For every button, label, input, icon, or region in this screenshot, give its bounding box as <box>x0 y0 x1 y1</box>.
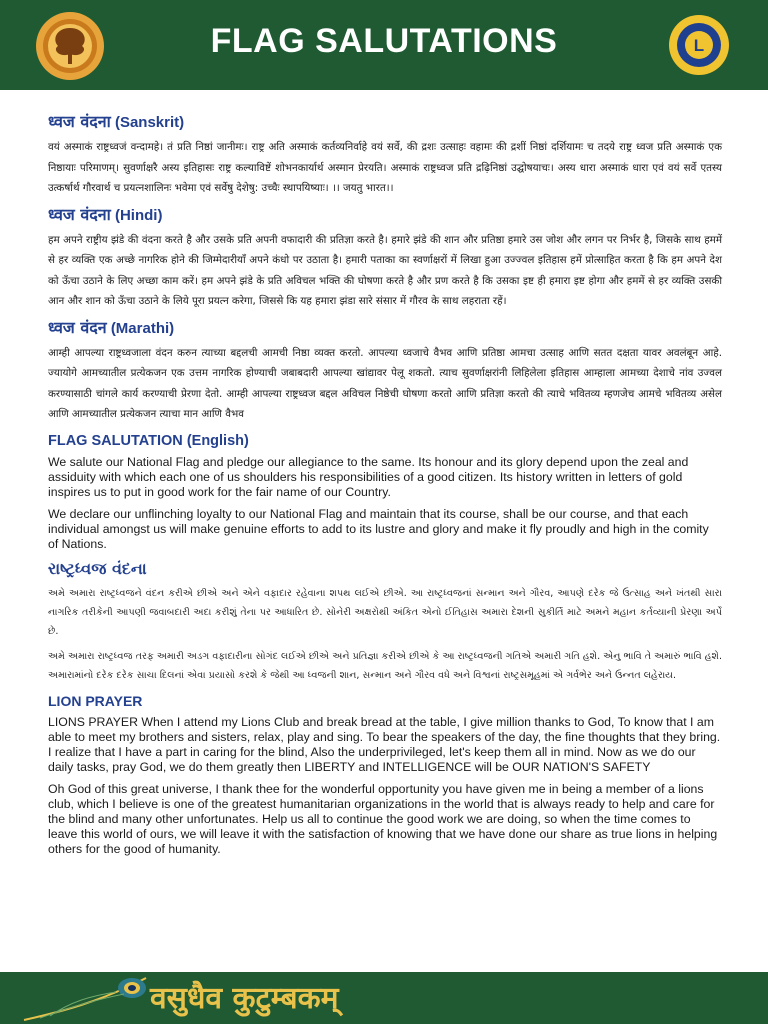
section-title-lang: (Sanskrit) <box>114 114 185 131</box>
gujarati-salutation-para-1: અમે અમારા રાષ્ટ્રધ્વજને વંદન કરીએ છીએ અને એને વફાદાર રહેવાના શપથ લઈએ છીએ. આ રાષ્ટ્રધ્વજનાં સન્માન અને ગૌરવ, આપણે દરેક જે ઉત્સાહ અને ખંતથી સારા નાગરિક તરીકેની આપણી જવાબદારી અદા કરીશું તેના પર આધારિત છે. સોનેરી અક્ષરોથી અંકિત એનો ઈતિહાસ અમારા દેશની સુકીર્તિ માટે અમને મહાન કર્તવ્યાની પ્રેરણા અર્પે છે. <box>48 587 722 637</box>
gujarati-salutation-para-2: અમે અમારા રાષ્ટ્રધ્વજ તરફ અમારી અડગ વફાદારીના સોગંદ લઈએ છીએ અને પ્રતિજ્ઞા કરીએ છીએ કે આ રાષ્ટ્રધ્વજની ગતિએ અમારી ગતિ હશે. એનુ ભાવિ તે અમારું ભાવિ હશે. અમારામાંનો દરેક દરેક સાચા દિલનાં એવા પ્રયાસો કરશે કે જેથી આ ધ્વજની શાન, સન્માન અને ગૌરવ વધે અને વિશ્વનાં રાષ્ટ્રસમૂહમાં એ ગર્વભેર અને ઉન્નત લહેરાય. <box>48 650 722 681</box>
section-title-sanskrit <box>48 112 722 133</box>
sanskrit-salutation-text: वयं अस्माकं राष्ट्रध्वजं वन्दामहे। तं प्रति निष्ठां जानीमः। राष्ट्र अति अस्माकं कर्तव्यनिर्वाहे वयं सर्वे, की द्रशः उत्साहः वहामः की द्रशीं निष्ठां दर्शियामः च तदये राष्ट्र ध्वज प्रति अस्माकं एक निष्ठायाः परिमाणम्। सुवर्णाक्षरै अस्य इतिहासः राष्ट्र कल्याविष्टें शोभनकार्यार्थ अस्मान प्रेरयति। अस्माकं राष्ट्रध्वज प्रति द्रढ़िनिष्ठां उद्घोषयाचः। अस्य धारा अस्माकं धारा एवं वयं सर्वे एतस्य उत्कर्षार्थ गौरवार्थ च प्रयत्नशालिनः भवेमा एवं सर्वेषु देशेषु: उच्चैः स्थापयिष्याः। ।। जयतु भारत।। <box>48 141 722 194</box>
section-title-marathi <box>48 318 722 339</box>
section-title-main: FLAG SALUTATION <box>48 432 183 449</box>
marathi-salutation-text: आम्ही आपल्या राष्ट्रध्वजाला वंदन करुन त्याच्या बद्दलची आमची निष्ठा व्यक्त करतो. आपल्या ध्वजाचे वैभव आणि प्रतिष्ठा आमचा उत्साह आणि सतत दक्षता यावर अवलंबून आहे. ज्यायोगे आमच्यातील प्रत्येकजन एक उत्तम नागरिक होण्याची जबाबदारी आपल्या खांद्यावर पेलू शकतो. त्याच सुवर्णाक्षरांनी लिहिलेला इतिहास आम्हाला आमच्या देशाचे नांव उज्वल करण्यासाठी चांगले कार्य करण्याची प्रेरणा देतो. आम्ही आपल्या राष्ट्रध्वज बद्दल अविचल निष्ठेची घोषणा करतो आणि प्रतिज्ञा करतो की त्याचे भवितव्य म्हणजेच आमचे भवितव्य असेल आणि आमच्यातील प्रत्येकजन त्याचा मान आणि वैभव <box>48 346 722 420</box>
section-title-hindi <box>48 205 722 226</box>
lion-prayer-para-1: LIONS PRAYER When I attend my Lions Club and break bread at the table, I give million thanks to God, To know that I am able to meet my brothers and sisters, relax, play and sing. To bear the speakers of the day, the fine thoughts that they bring. I realize that I have a part in caring for the blind, Also the underprivileged, let's keep them all in mind. Now as we do our daily tasks, pray God, we do them greatly then LIBERTY and INTELLIGENCE will be OUR NATION'S SAFETY <box>48 714 721 774</box>
peacock-feather-icon <box>20 972 150 1024</box>
hindi-salutation-text: हम अपने राष्ट्रीय झंडे की वंदना करते है और उसके प्रति अपनी वफादारी की प्रतिज्ञा करते है। हमारे झंडे की शान और प्रतिष्ठा हमारे उस जोश और लगन पर निर्भर है, जिसके साथ हममें से हर व्यक्ति एक अच्छे नागरिक होने की जिम्मेदारीयाँ अपने कंधो पर उठाता है। हमारी पताका का स्वर्णाक्षरों में लिखा हुआ उज्ज्वल इतिहास हमें प्रोत्साहित करता है कि हम अपने देश को ऊँचा उठाने के लिए अच्छा काम करें। हम अपने झंडे के प्रति अविचल भक्ति की घोषणा करते है और प्रण करते है कि उसका इष्ट ही हमारा इष्ट होगा और हममें से हर व्यक्ति उसकी आन और शान को ऊँचा उठाने के लिये पूरा प्रयत्न करेगा, जिससे कि यह हमारा झंडा सारे संसार में गौरव के साथ लहराता रहें। <box>48 233 722 307</box>
section-title-script: ध्वज वंदना <box>48 204 111 224</box>
section-title-script: રાષ્ટ્રધ્વજ વંદના <box>48 558 147 578</box>
section-title-english <box>48 431 722 451</box>
section-title-gujarati <box>48 559 722 580</box>
lions-international-emblem-icon <box>668 14 730 76</box>
section-title-lang: (English) <box>186 432 249 449</box>
english-salutation-para-1: We salute our National Flag and pledge our allegiance to the same. Its honour and its glory depend upon the zeal and assiduity with which each one of us shoulders his responsibilities of a good citizen. Its history written in letters of gold inspires us to put in good work for the fair name of our Country. <box>48 454 689 499</box>
section-title-main: LION PRAYER <box>48 692 143 709</box>
footer-banner <box>0 972 768 1024</box>
lion-prayer-para-2: Oh God of this great universe, I thank thee for the wonderful opportunity you have given me in being a member of a lions club, which I believe is one of the greatest humanitarian organizations in the world that is always ready to help and care for the blind and many other unfortunates. Help us all to continue the good work we are doing, so when the time comes to leave this world of ours, we will leave it with the satisfaction of knowing that we have done our share as true lions in helping others for the good of humanity. <box>48 781 718 856</box>
section-title-script: ध्वज वंदना <box>48 112 111 131</box>
section-title-lang: (Marathi) <box>110 319 175 337</box>
header-banner <box>0 0 768 90</box>
section-title-lion-prayer <box>48 691 722 711</box>
section-title-script: ध्वज वंदन <box>48 317 107 337</box>
svg-text:L: L <box>693 36 705 55</box>
page-title: FLAG SALUTATIONS <box>210 22 558 60</box>
english-salutation-para-2: We declare our unflinching loyalty to our National Flag and maintain that its course, shall be our course, and that each individual amongst us will make genuine efforts to add to its lustre and glory and make it fly proudly and high in the comity of Nations. <box>48 506 709 551</box>
main-content <box>48 112 722 864</box>
footer-motto: वसुधैव कुटुम्बकम् <box>150 981 339 1016</box>
section-title-lang: (Hindi) <box>114 206 163 224</box>
